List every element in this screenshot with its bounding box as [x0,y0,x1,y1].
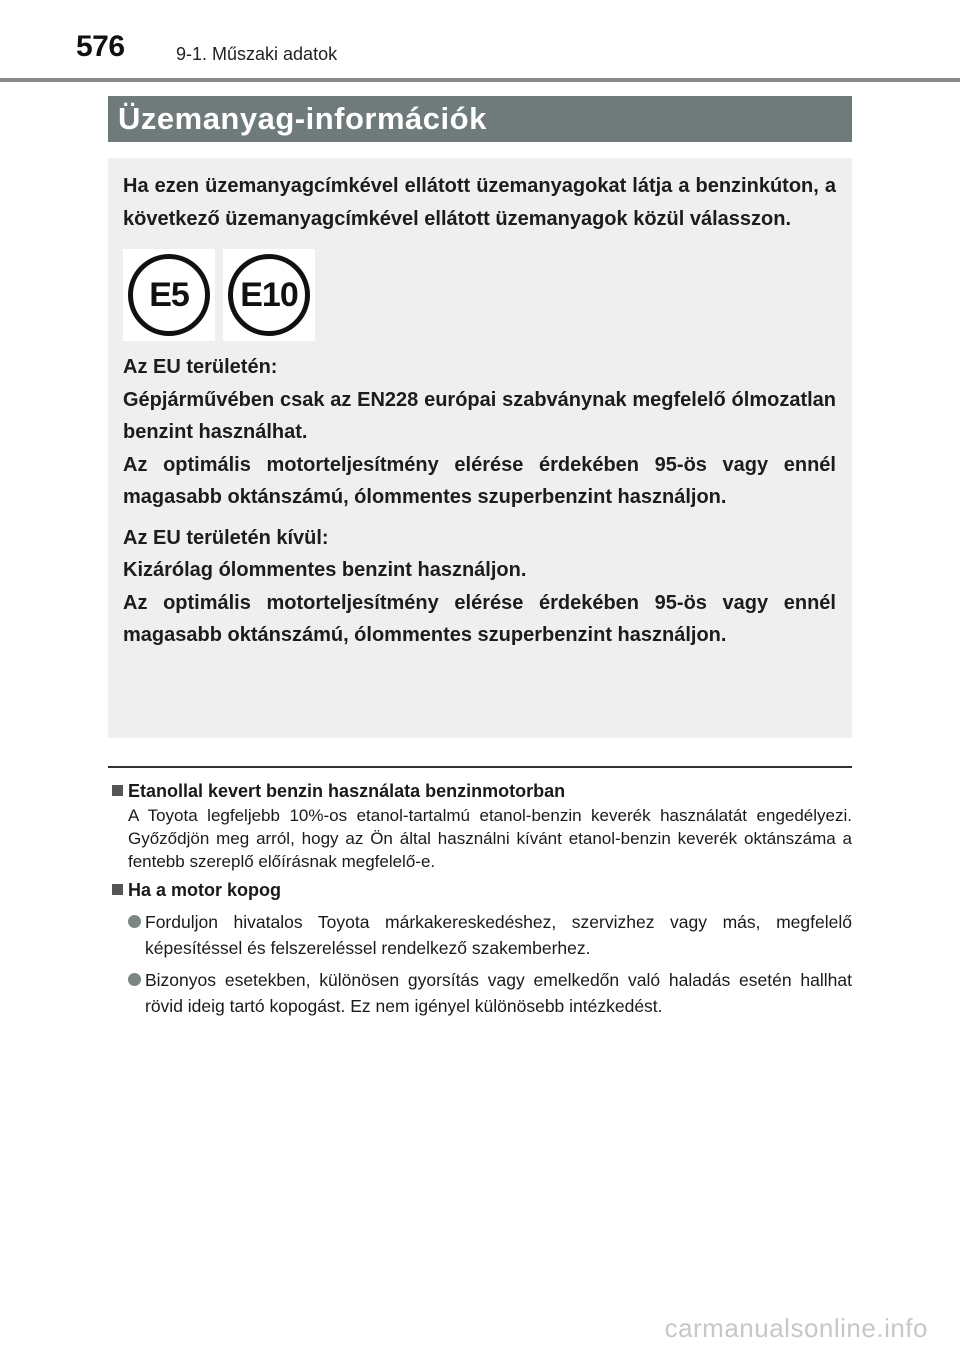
eu-requirement: Gépjárművében csak az EN228 európai szabványnak megfelelő ólmozatlan benzint használhat. [123,388,836,443]
circle-bullet-icon [128,973,141,986]
watermark: carmanualsonline.info [664,1313,928,1343]
ethanol-heading-text: Etanollal kevert benzin használata benzinmotorban [128,781,566,801]
e5-label-text: E5 [128,254,210,336]
knock-bullet-text: Forduljon hivatalos Toyota márkakereskedéshez, szervizhez vagy más, megfelelő képesítéssel és felszereléssel rendelkező szakemberhez. [145,912,852,958]
knock-heading-text: Ha a motor kopog [128,880,282,900]
e5-fuel-label-icon [123,249,215,341]
circle-bullet-icon [128,915,141,928]
header-divider [0,78,960,82]
fuel-label-intro: Ha ezen üzemanyagcímkével ellátott üzemanyagokat látja a benzinkúton, a következő üzemanyagcímkével ellátott üzemanyagok közül válasszon. [123,175,836,230]
e10-label-text: E10 [228,254,310,336]
knock-note-heading [108,877,852,903]
eu-octane-recommendation: Az optimális motorteljesítmény elérése érdekében 95-ös vagy ennél magasabb oktánszámú, ólommentes szuperbenzint használjon. [123,453,836,508]
fuel-info-box [108,158,852,738]
fuel-label-badges [123,249,836,341]
ethanol-note-heading [108,778,852,804]
page-title: Üzemanyag-információk [108,96,852,142]
ethanol-note-body: A Toyota legfeljebb 10%-os etanol-tartalmú etanol-benzin keverék használatát engedélyezi. Győződjön meg arról, hogy az Ön által használni kívánt etanol-benzin keverék oktánszáma a fentebb szereplő előírásnak megfelelő-e. [128,806,852,871]
non-eu-heading: Az EU területén kívül: [123,526,329,549]
notes-section [108,778,852,1019]
square-bullet-icon [112,785,123,796]
non-eu-octane-recommendation: Az optimális motorteljesítmény elérése érdekében 95-ös vagy ennél magasabb oktánszámú, ólommentes szuperbenzint használjon. [123,591,836,646]
knock-bullet-text: Bizonyos esetekben, különösen gyorsítás vagy emelkedőn való haladás esetén hallhat rövid ideig tartó kopogást. Ez nem igényel különösebb intézkedést. [145,970,852,1016]
list-item [128,909,852,961]
e10-fuel-label-icon [223,249,315,341]
eu-heading: Az EU területén: [123,356,278,378]
non-eu-requirement: Kizárólag ólommentes benzint használjon. [123,559,527,581]
list-item [128,967,852,1019]
section-title: 9-1. Műszaki adatok [176,44,338,64]
page-number: 576 [76,30,125,63]
notes-divider [108,766,852,768]
square-bullet-icon [112,884,123,895]
